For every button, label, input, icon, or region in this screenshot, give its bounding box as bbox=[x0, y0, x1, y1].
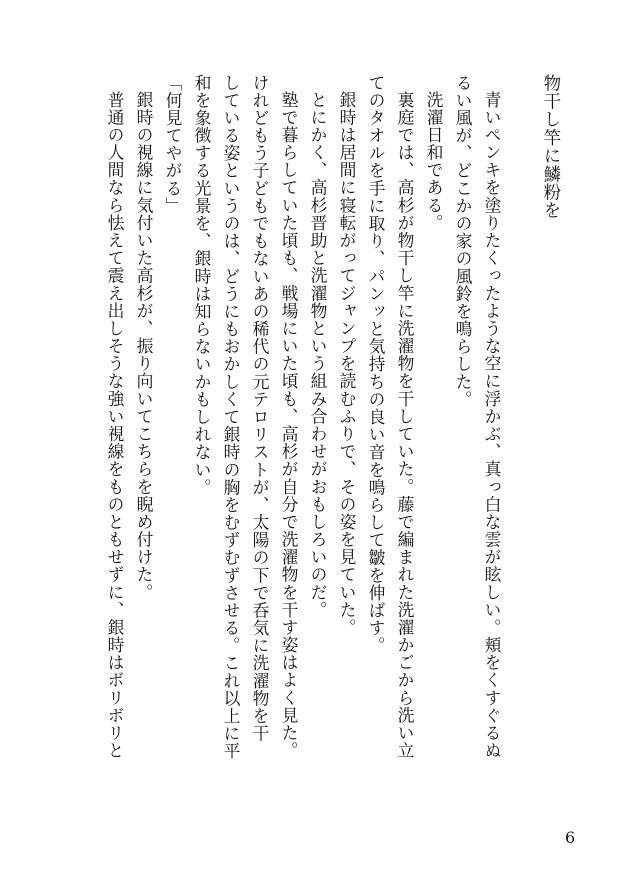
text-line: てのタオルを手に取り、パンッと気持ちの良い音を鳴らして皺を伸ばす。 bbox=[366, 74, 386, 655]
text-line: 銀時の視線に気付いた高杉が、振り向いてこちらを睨め付けた。 bbox=[134, 90, 154, 601]
text-line: 塾で暮らしていた頃も、戦場にいた頃も、高杉が自分で洗濯物を干す姿はよく見た。 bbox=[279, 90, 299, 760]
text-line: けれどもう子どもでもないあの稀代の元テロリストが、太陽の下で呑気に洗濯物を干 bbox=[250, 74, 270, 743]
text-line: 青いペンキを塗りたくったような空に浮かぶ、真っ白な雲が眩しい。頬をくすぐるぬ bbox=[482, 90, 502, 760]
text-line: 裏庭では、高杉が物干し竿に洗濯物を干していた。藤で編まれた洗濯かごから洗い立 bbox=[395, 90, 415, 760]
text-line: 和を象徴する光景を、銀時は知らないかもしれない。 bbox=[192, 74, 212, 497]
text-line: るい風が、どこかの家の風鈴を鳴らした。 bbox=[453, 74, 473, 409]
text-line: している姿というのは、どうにもおかしくて銀時の胸をむずむずさせる。これ以上に平 bbox=[221, 74, 241, 761]
text-line: とにかく、高杉晋助と洗濯物という組み合わせがおもしろいのだ。 bbox=[308, 90, 328, 619]
chapter-title: 物干し竿に鱗粉を bbox=[540, 74, 560, 220]
text-line: 普通の人間なら怯えて震え出しそうな強い視線をものともせずに、銀時はボリボリと bbox=[105, 90, 125, 760]
text-line: 洗濯日和である。 bbox=[424, 90, 444, 232]
text-line: 銀時は居間に寝転がってジャンプを読むふりで、その姿を見ていた。 bbox=[337, 90, 357, 637]
page-number: 6 bbox=[565, 828, 576, 847]
dialogue-line: 「何見てやがる」 bbox=[163, 74, 183, 215]
vertical-text-body bbox=[94, 74, 564, 784]
